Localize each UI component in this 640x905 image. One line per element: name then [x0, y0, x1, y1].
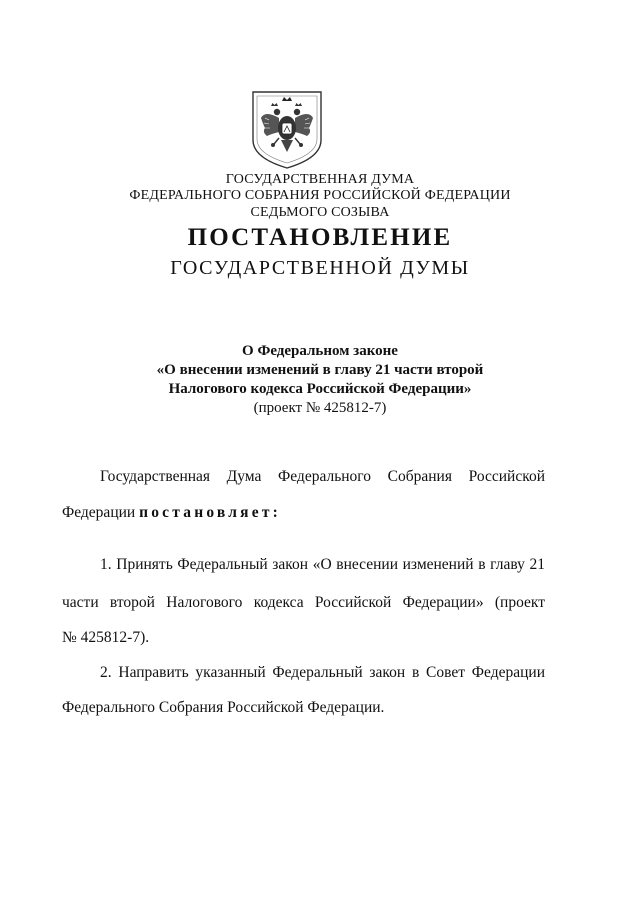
header-federal-assembly: ФЕДЕРАЛЬНОГО СОБРАНИЯ РОССИЙСКОЙ ФЕДЕРАЦИИ [129, 188, 511, 203]
item2-line1: 2. Направить указанный Федеральный закон в Совет Федерации [100, 664, 545, 681]
resolution-intro-text: Федерации [62, 504, 140, 521]
document-title: ПОСТАНОВЛЕНИЕ [187, 224, 453, 251]
item2-line2: Федерального Собрания Российской Федерации. [62, 699, 385, 716]
item1-line3: № 425812-7). [62, 629, 150, 646]
law-heading-line3: Налогового кодекса Российской Федерации» [168, 381, 472, 397]
document-subtitle: ГОСУДАРСТВЕННОЙ ДУМЫ [170, 257, 470, 279]
law-heading-line2: «О внесении изменений в главу 21 части второй [156, 362, 484, 378]
item1-line2: части второй Налогового кодекса Российской Федерации» (проект [62, 594, 545, 611]
law-heading-line1: О Федеральном законе [242, 343, 398, 359]
item1-line1: 1. Принять Федеральный закон «О внесении изменений в главу 21 [100, 556, 545, 573]
coat-of-arms-icon [249, 88, 325, 170]
resolution-intro-line2 [62, 504, 545, 522]
resolution-intro-line1: Государственная Дума Федерального Собрания Российской [100, 468, 545, 485]
header-convocation: СЕДЬМОГО СОЗЫВА [250, 205, 390, 220]
header-duma: ГОСУДАРСТВЕННАЯ ДУМА [225, 172, 415, 187]
resolves-word: постановляет: [139, 504, 281, 521]
bill-number: (проект № 425812-7) [253, 400, 387, 416]
